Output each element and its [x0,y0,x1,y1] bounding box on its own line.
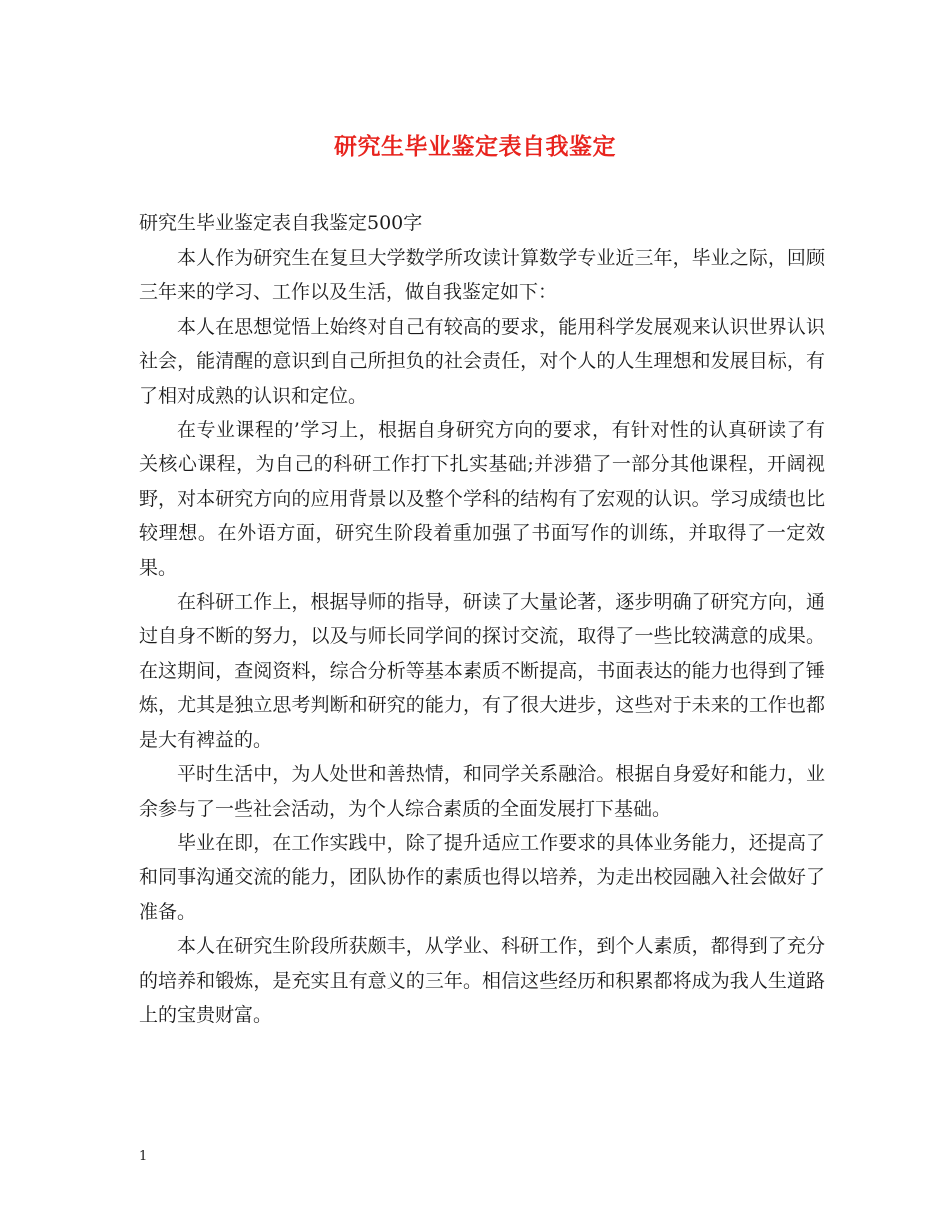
page-number: 1 [139,1149,148,1164]
paragraph-graduation: 毕业在即，在工作实践中，除了提升适应工作要求的具体业务能力，还提高了和同事沟通交流的能力，团队协作的素质也得以培养，为走出校园融入社会做好了准备。 [139,831,825,923]
document-body [139,205,825,1032]
paragraph-summary: 本人在研究生阶段所获颇丰，从学业、科研工作，到个人素质，都得到了充分的培养和锻炼，是充实且有意义的三年。相信这些经历和积累都将成为我人生道路上的宝贵财富。 [139,935,825,1026]
paragraph-research: 在科研工作上，根据导师的指导，研读了大量论著，逐步明确了研究方向，通过自身不断的努力，以及与师长同学间的探讨交流，取得了一些比较满意的成果。在这期间，查阅资料，综合分析等基本素质不断提高，书面表达的能力也得到了锤炼，尤其是独立思考判断和研究的能力，有了很大进步，这些对于未来的工作也都是大有裨益的。 [139,591,825,751]
document-title: 研究生毕业鉴定表自我鉴定 [334,133,616,160]
document-subtitle: 研究生毕业鉴定表自我鉴定500字 [139,212,423,234]
paragraph-intro: 本人作为研究生在复旦大学数学所攻读计算数学专业近三年，毕业之际，回顾三年来的学习、工作以及生活，做自我鉴定如下： [139,247,825,304]
paragraph-life: 平时生活中，为人处世和善热情，和同学关系融洽。根据自身爱好和能力，业余参与了一些社会活动，为个人综合素质的全面发展打下基础。 [139,763,825,820]
paragraph-ideology: 本人在思想觉悟上始终对自己有较高的要求，能用科学发展观来认识世界认识社会，能清醒的意识到自己所担负的社会责任，对个人的人生理想和发展目标，有了相对成熟的认识和定位。 [139,315,825,407]
paragraph-coursework: 在专业课程的’学习上，根据自身研究方向的要求，有针对性的认真研读了有关核心课程，为自己的科研工作打下扎实基础;并涉猎了一部分其他课程，开阔视野，对本研究方向的应用背景以及整个学科的结构有了宏观的认识。学习成绩也比较理想。在外语方面，研究生阶段着重加强了书面写作的训练，并取得了一定效果。 [139,419,825,579]
